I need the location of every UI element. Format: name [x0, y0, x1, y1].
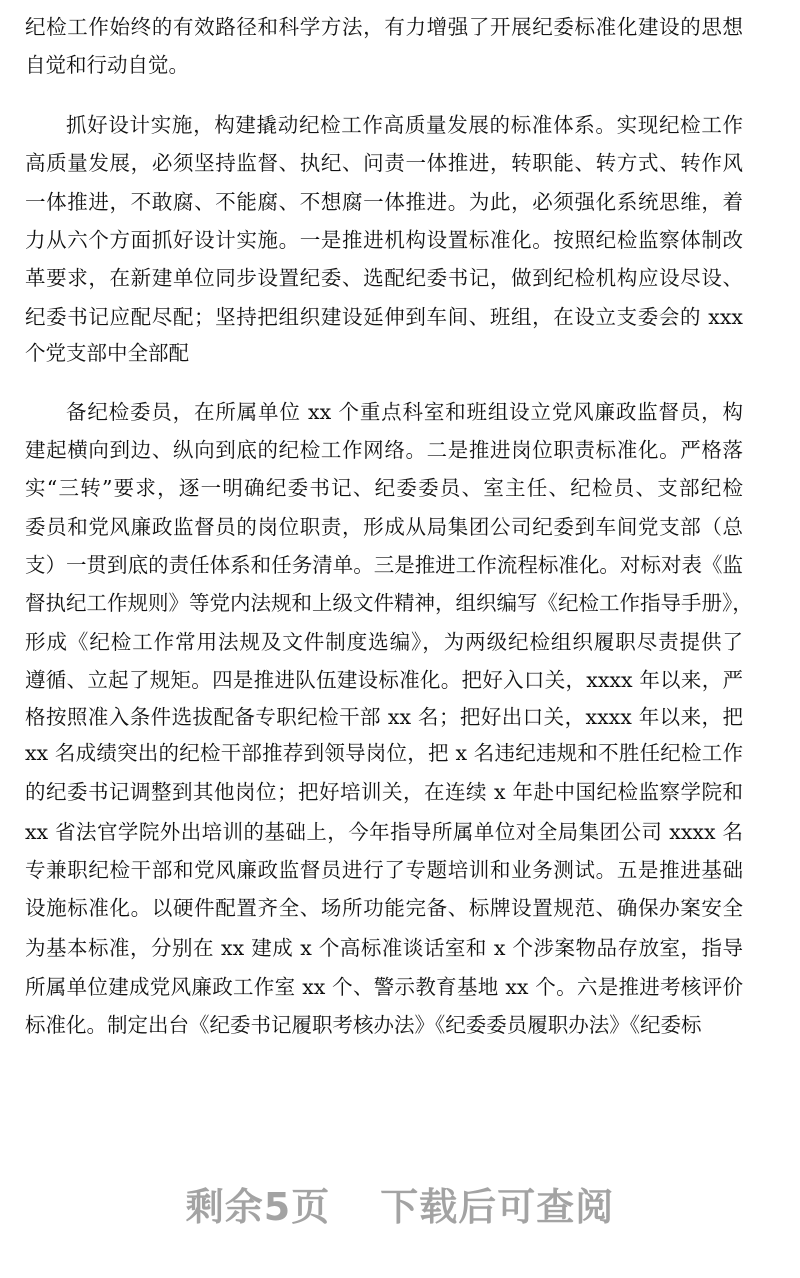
- paragraph-line: 实“三转”要求，逐一明确纪委书记、纪委委员、室主任、纪检员、支部纪检: [25, 476, 743, 500]
- paragraph-line: 标准化。制定出台《纪委书记履职考核办法》《纪委委员履职办法》《纪委标: [25, 1013, 702, 1037]
- paragraph-line: 纪委书记应配尽配；坚持把组织建设延伸到车间、班组，在设立支委会的 xxx: [25, 305, 743, 329]
- paragraph-line: 委员和党风廉政监督员的岗位职责，形成从局集团公司纪委到车间党支部（总: [25, 515, 743, 539]
- paragraph-line: 抓好设计实施，构建撬动纪检工作高质量发展的标准体系。实现纪检工作: [66, 113, 743, 137]
- paragraph-line: 形成《纪检工作常用法规及文件制度选编》，为两级纪检组织履职尽责提供了: [25, 630, 743, 654]
- remaining-pages-text: 剩余5页: [185, 1185, 331, 1229]
- paragraph-line: 遵循、立起了规矩。四是推进队伍建设标准化。把好入口关，xxxx 年以来，严: [25, 668, 743, 692]
- paragraph-line: 自觉和行动自觉。: [25, 53, 189, 77]
- paragraph-line: 建起横向到边、纵向到底的纪检工作网络。二是推进岗位职责标准化。严格落: [25, 438, 743, 462]
- paragraph-line: 支）一贯到底的责任体系和任务清单。三是推进工作流程标准化。对标对表《监: [25, 553, 743, 577]
- paragraph-line: 设施标准化。以硬件配置齐全、场所功能完备、标牌设置规范、确保办案安全: [25, 896, 743, 920]
- paragraph-line: xx 名成绩突出的纪检干部推荐到领导岗位，把 x 名违纪违规和不胜任纪检工作: [25, 741, 743, 765]
- paragraph-line: 力从六个方面抓好设计实施。一是推进机构设置标准化。按照纪检监察体制改: [25, 228, 743, 252]
- download-to-view-text[interactable]: 下载后可查阅: [380, 1185, 615, 1229]
- download-prompt[interactable]: [0, 1176, 800, 1231]
- paragraph-line: 为基本标准，分别在 xx 建成 x 个高标准谈话室和 x 个涉案物品存放室，指导: [25, 936, 743, 960]
- paragraph-line: 格按照准入条件选拔配备专职纪检干部 xx 名；把好出口关，xxxx 年以来，把: [25, 705, 743, 729]
- paragraph-line: xx 省法官学院外出培训的基础上，今年指导所属单位对全局集团公司 xxxx 名: [25, 820, 743, 844]
- paragraph-line: 专兼职纪检干部和党风廉政监督员进行了专题培训和业务测试。五是推进基础: [25, 858, 743, 882]
- paragraph-line: 纪检工作始终的有效路径和科学方法，有力增强了开展纪委标准化建设的思想: [25, 15, 743, 39]
- paragraph-line: 一体推进，不敢腐、不能腐、不想腐一体推进。为此，必须强化系统思维，着: [25, 190, 743, 214]
- paragraph-line: 督执纪工作规则》等党内法规和上级文件精神，组织编写《纪检工作指导手册》，: [25, 591, 753, 615]
- paragraph-line: 个党支部中全部配: [25, 341, 189, 365]
- paragraph-line: 的纪委书记调整到其他岗位；把好培训关，在连续 x 年赴中国纪检监察学院和: [25, 780, 743, 804]
- paragraph-line: 所属单位建成党风廉政工作室 xx 个、警示教育基地 xx 个。六是推进考核评价: [25, 975, 743, 999]
- paragraph-line: 高质量发展，必须坚持监督、执纪、问责一体推进，转职能、转方式、转作风: [25, 151, 743, 175]
- paragraph-line: 备纪检委员，在所属单位 xx 个重点科室和班组设立党风廉政监督员，构: [66, 400, 743, 424]
- paragraph-line: 革要求，在新建单位同步设置纪委、选配纪委书记，做到纪检机构应设尽设、: [25, 266, 743, 290]
